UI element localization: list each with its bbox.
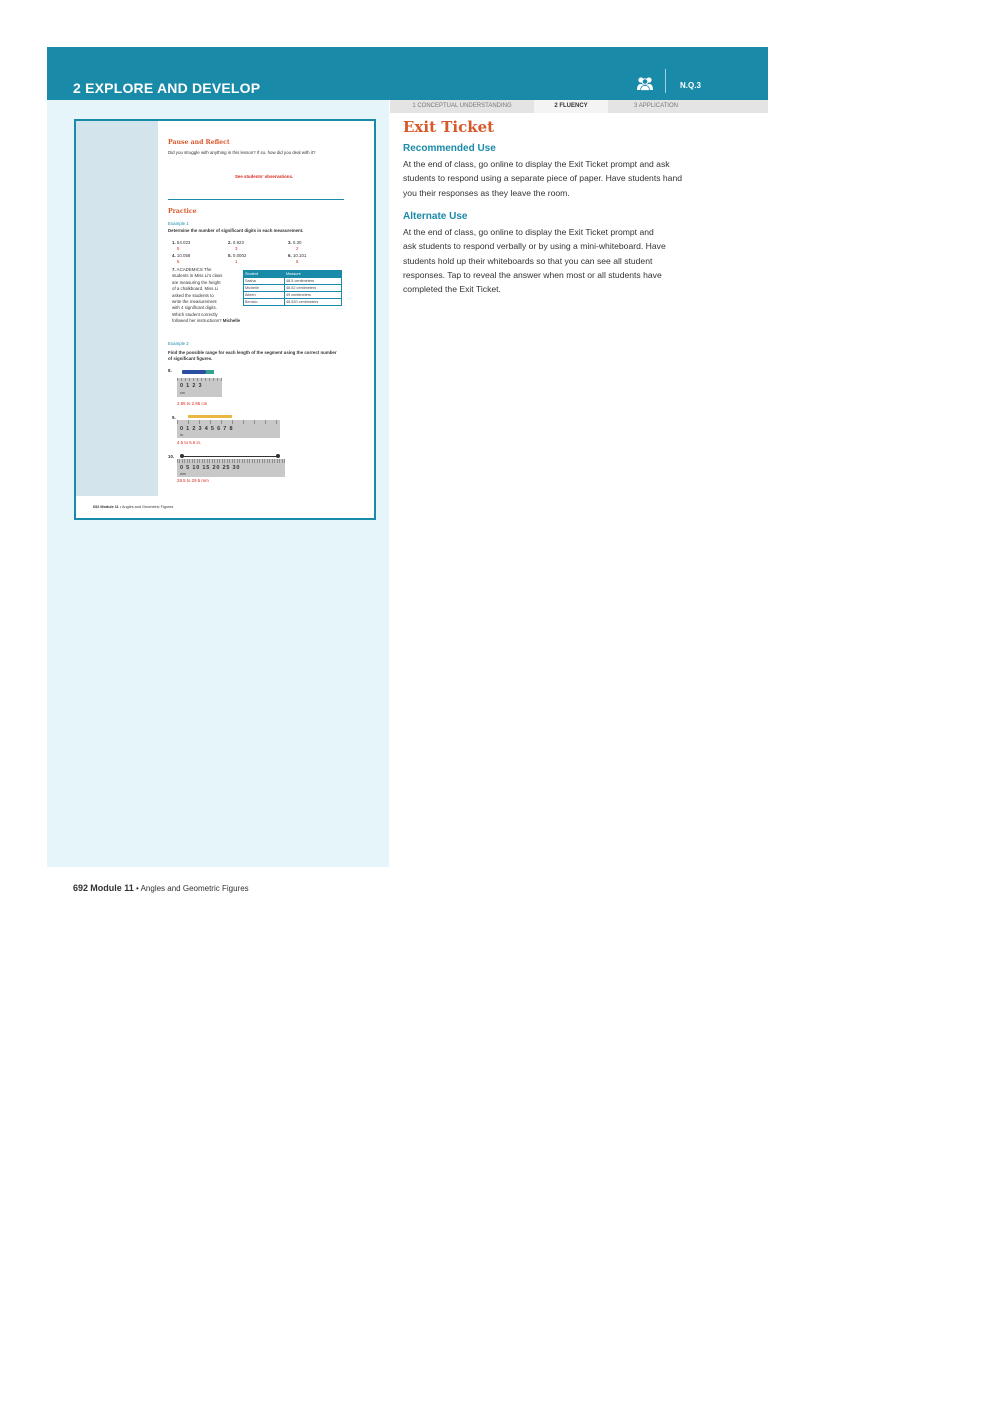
recommended-use-heading: Recommended Use [403, 143, 496, 154]
ruler-unit: mm [180, 472, 186, 476]
problem-1: 1. 54.023 [172, 240, 191, 245]
ruler-ticks [177, 378, 222, 381]
problem-7-answer: Michelle [222, 318, 241, 323]
segment-end [206, 370, 214, 374]
tab-fluency[interactable]: 2 FLUENCY [534, 100, 608, 113]
alternate-use-text: At the end of class, go online to display the Exit Ticket prompt and ask students to respond verbally or by using a mini-whiteboard. Have students hold up their whiteboards so that you can see all student responses. Tap to reveal the answer when most or all students have completed the Exit Ticket. [403, 227, 666, 295]
ruler-ticks [177, 459, 285, 463]
problem-2: 2. 0.923 [228, 240, 244, 245]
worksheet-footer: 692 Module 11 • Angles and Geometric Figures [93, 505, 174, 509]
section-header [47, 47, 768, 100]
ruler-numbers: 0 1 2 3 [180, 383, 203, 389]
tab-conceptual-understanding[interactable]: 1 CONCEPTUAL UNDERSTANDING [412, 103, 512, 109]
level-tabs [390, 100, 768, 113]
problem-5: 5. 0.0002 [228, 253, 247, 258]
student-worksheet [74, 119, 376, 520]
segment-endpoint [180, 454, 184, 458]
header-divider [665, 69, 666, 93]
module-topic: Angles and Geometric Figures [140, 884, 249, 893]
example2-instruction: Find the possible range for each length of the segment using the correct number of significant figures. [168, 350, 337, 361]
practice-title: Practice [168, 208, 197, 215]
ruler-unit: in. [180, 433, 184, 437]
recommended-use-text: At the end of class, go online to display the Exit Ticket prompt and ask students to respond using a separate piece of paper. Have students hand you their responses as they leave the room. [403, 159, 683, 198]
pause-reflect-title: Pause and Reflect [168, 139, 230, 146]
exit-ticket-title: Exit Ticket [403, 118, 495, 136]
group-icon [636, 75, 654, 91]
page-number: 692 [73, 883, 89, 893]
table-row: Michelle 48.52 centimeters [244, 285, 342, 292]
answer-2: 3 [235, 246, 238, 251]
ruler-numbers: 0 1 2 3 4 5 6 7 8 [180, 426, 234, 432]
problem-10-number: 10. [168, 454, 175, 459]
tab-application[interactable]: 3 APPLICATION [634, 103, 678, 109]
segment-endpoint [276, 454, 280, 458]
worksheet-margin [76, 121, 158, 496]
ruler-numbers: 0 5 10 15 20 25 30 [180, 465, 241, 471]
pause-reflect-answer: See students' observations. [235, 174, 294, 179]
pause-reflect-prompt: Did you struggle with anything in this lesson? If so, how did you deal with it? [168, 150, 316, 155]
table-row: Benicio 48.520 centimeters [244, 299, 342, 306]
answer-3: 2 [296, 246, 299, 251]
module-label: Module 11 [90, 883, 134, 893]
problem-9-answer: 4.5 to 5.5 in. [177, 440, 202, 445]
problem-4: 4. 10.058 [172, 253, 191, 258]
ruler-mm [177, 459, 285, 477]
example1-instruction: Determine the number of significant digits in each measurement. [168, 228, 304, 233]
segment-bar [182, 370, 206, 374]
table-row: Aileen 49 centimeters [244, 292, 342, 299]
section-divider [168, 199, 344, 200]
page-footer: 692 Module 11 • Angles and Geometric Figures [73, 883, 249, 893]
problem-3: 3. 0.30 [288, 240, 302, 245]
problem-9-number: 9. [172, 415, 176, 420]
ruler-unit: cm [180, 391, 185, 395]
problem-10-answer: 28.5 to 29.5 mm [177, 478, 209, 483]
problem-6: 6. 10.101 [288, 253, 307, 258]
ruler-ticks [177, 420, 280, 424]
answer-6: 5 [296, 259, 299, 264]
table-row: Sasha 48.5 centimeters [244, 278, 342, 285]
answer-1: 5 [177, 246, 180, 251]
problem-8-number: 8. [168, 368, 172, 373]
ruler-inches [177, 420, 280, 438]
measurement-table: Student Measure Sasha 48.5 centimeters Michelle 48.52 centimeters Aileen 49 centimeters Benicio 48.520 centimeters [243, 270, 342, 306]
example2-label: Example 2 [168, 341, 189, 346]
section-title: 2 EXPLORE AND DEVELOP [73, 80, 261, 96]
problem-8-answer: 2.85 to 2.95 cm [177, 401, 208, 406]
alternate-use-heading: Alternate Use [403, 211, 468, 222]
segment-line [182, 456, 278, 457]
answer-5: 1 [235, 259, 238, 264]
ruler-cm [177, 378, 222, 397]
problem-7: 7. ACADEMICS The students in Miss Li's class are measuring the height of a chalkboard. Miss Li asked the students to write the measurement with 4 significant digits. Which student correctly followed her instructions? Michelle [172, 267, 241, 323]
segment-bar [188, 415, 232, 418]
answer-4: 5 [177, 259, 180, 264]
standard-code: N.Q.3 [680, 81, 701, 90]
example1-label: Example 1 [168, 221, 189, 226]
